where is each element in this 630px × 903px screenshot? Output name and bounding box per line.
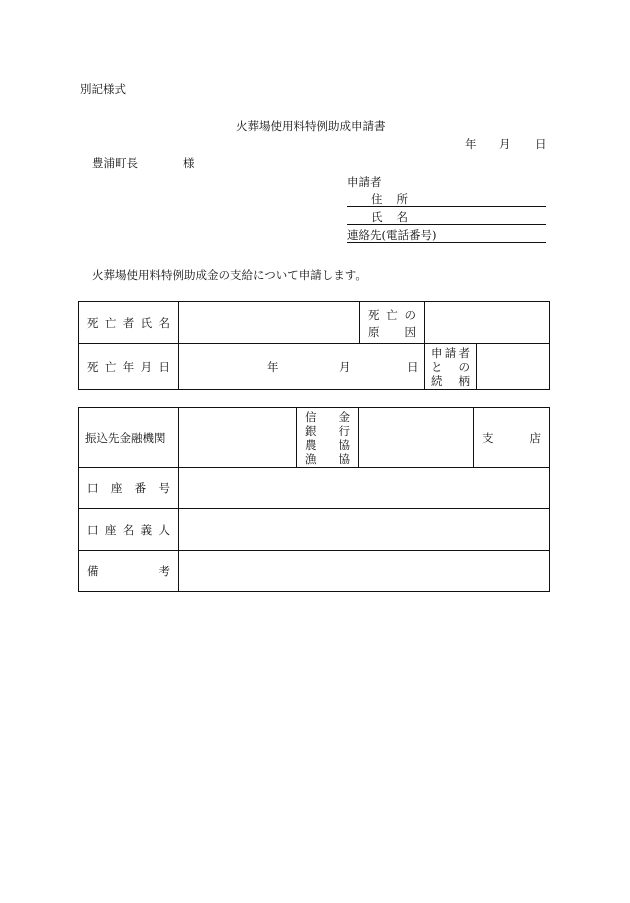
cause-label-cell — [360, 302, 425, 344]
deceased-name-row — [79, 302, 550, 344]
account-number-label: 口 座 番 号 — [87, 481, 170, 495]
contact-field-line[interactable] — [347, 242, 546, 243]
date-day-unit: 日 — [535, 137, 547, 151]
death-date-label-cell — [79, 344, 179, 390]
applicant-heading: 申請者 — [347, 175, 382, 189]
name-field-line[interactable] — [347, 224, 546, 225]
relation-label-cell — [425, 344, 477, 390]
form-id: 別記様式 — [80, 82, 126, 96]
deceased-name-label: 死 亡 者 氏 名 — [87, 315, 170, 330]
remarks-label-cell — [79, 551, 179, 592]
account-holder-label: 口 座 名 義 人 — [87, 522, 170, 537]
deceased-name-input[interactable] — [179, 302, 360, 344]
institution-label-cell — [79, 408, 179, 468]
account-holder-input[interactable] — [179, 509, 550, 551]
application-statement: 火葬場使用料特例助成金の支給について申請します。 — [92, 268, 367, 282]
institution-type-list — [305, 410, 350, 466]
addressee-name: 豊浦町長 — [92, 156, 138, 170]
branch-label: 支 店 — [482, 430, 541, 445]
account-number-label-cell — [79, 468, 179, 509]
death-date-label: 死 亡 年 月 日 — [87, 359, 170, 374]
account-number-row — [79, 468, 550, 509]
name-label: 氏 名 — [371, 210, 408, 224]
institution-type-cell — [297, 408, 359, 468]
branch-name-input[interactable] — [359, 408, 474, 468]
remarks-input[interactable] — [179, 551, 550, 592]
address-field-line[interactable] — [347, 206, 546, 207]
death-date-day-unit: 日 — [407, 360, 419, 374]
bank-institution-row — [79, 408, 550, 468]
type-nokyo[interactable]: 農 協 — [305, 438, 350, 452]
bank-info-table — [78, 407, 550, 592]
remarks-label: 備 考 — [87, 564, 170, 578]
address-label: 住 所 — [371, 192, 408, 206]
deceased-info-table — [78, 301, 550, 390]
type-shinkin[interactable]: 信 金 — [305, 410, 350, 424]
relation-label: 申 請 者 と の 続 柄 — [431, 346, 470, 388]
institution-label: 振込先金融機関 — [85, 430, 166, 445]
cause-input[interactable] — [425, 302, 550, 344]
type-bank[interactable]: 銀 行 — [305, 424, 350, 438]
death-date-year-unit: 年 — [267, 360, 279, 374]
remarks-row — [79, 551, 550, 592]
cause-label: 死 亡 の 原 因 — [368, 308, 416, 339]
account-number-input[interactable] — [179, 468, 550, 509]
institution-name-input[interactable] — [179, 408, 297, 468]
date-month-unit: 月 — [499, 137, 511, 151]
contact-label: 連絡先(電話番号) — [347, 228, 437, 242]
death-date-input[interactable] — [179, 344, 425, 390]
form-title: 火葬場使用料特例助成申請書 — [236, 119, 386, 133]
type-gyokyo[interactable]: 漁 協 — [305, 452, 350, 466]
death-date-month-unit: 月 — [339, 360, 351, 374]
account-holder-label-cell — [79, 509, 179, 551]
death-date-row — [79, 344, 550, 390]
deceased-name-label-cell — [79, 302, 179, 344]
date-year-unit: 年 — [465, 137, 477, 151]
account-holder-row — [79, 509, 550, 551]
branch-label-cell — [474, 408, 550, 468]
addressee-honorific: 様 — [183, 156, 195, 170]
relation-input[interactable] — [477, 344, 550, 390]
